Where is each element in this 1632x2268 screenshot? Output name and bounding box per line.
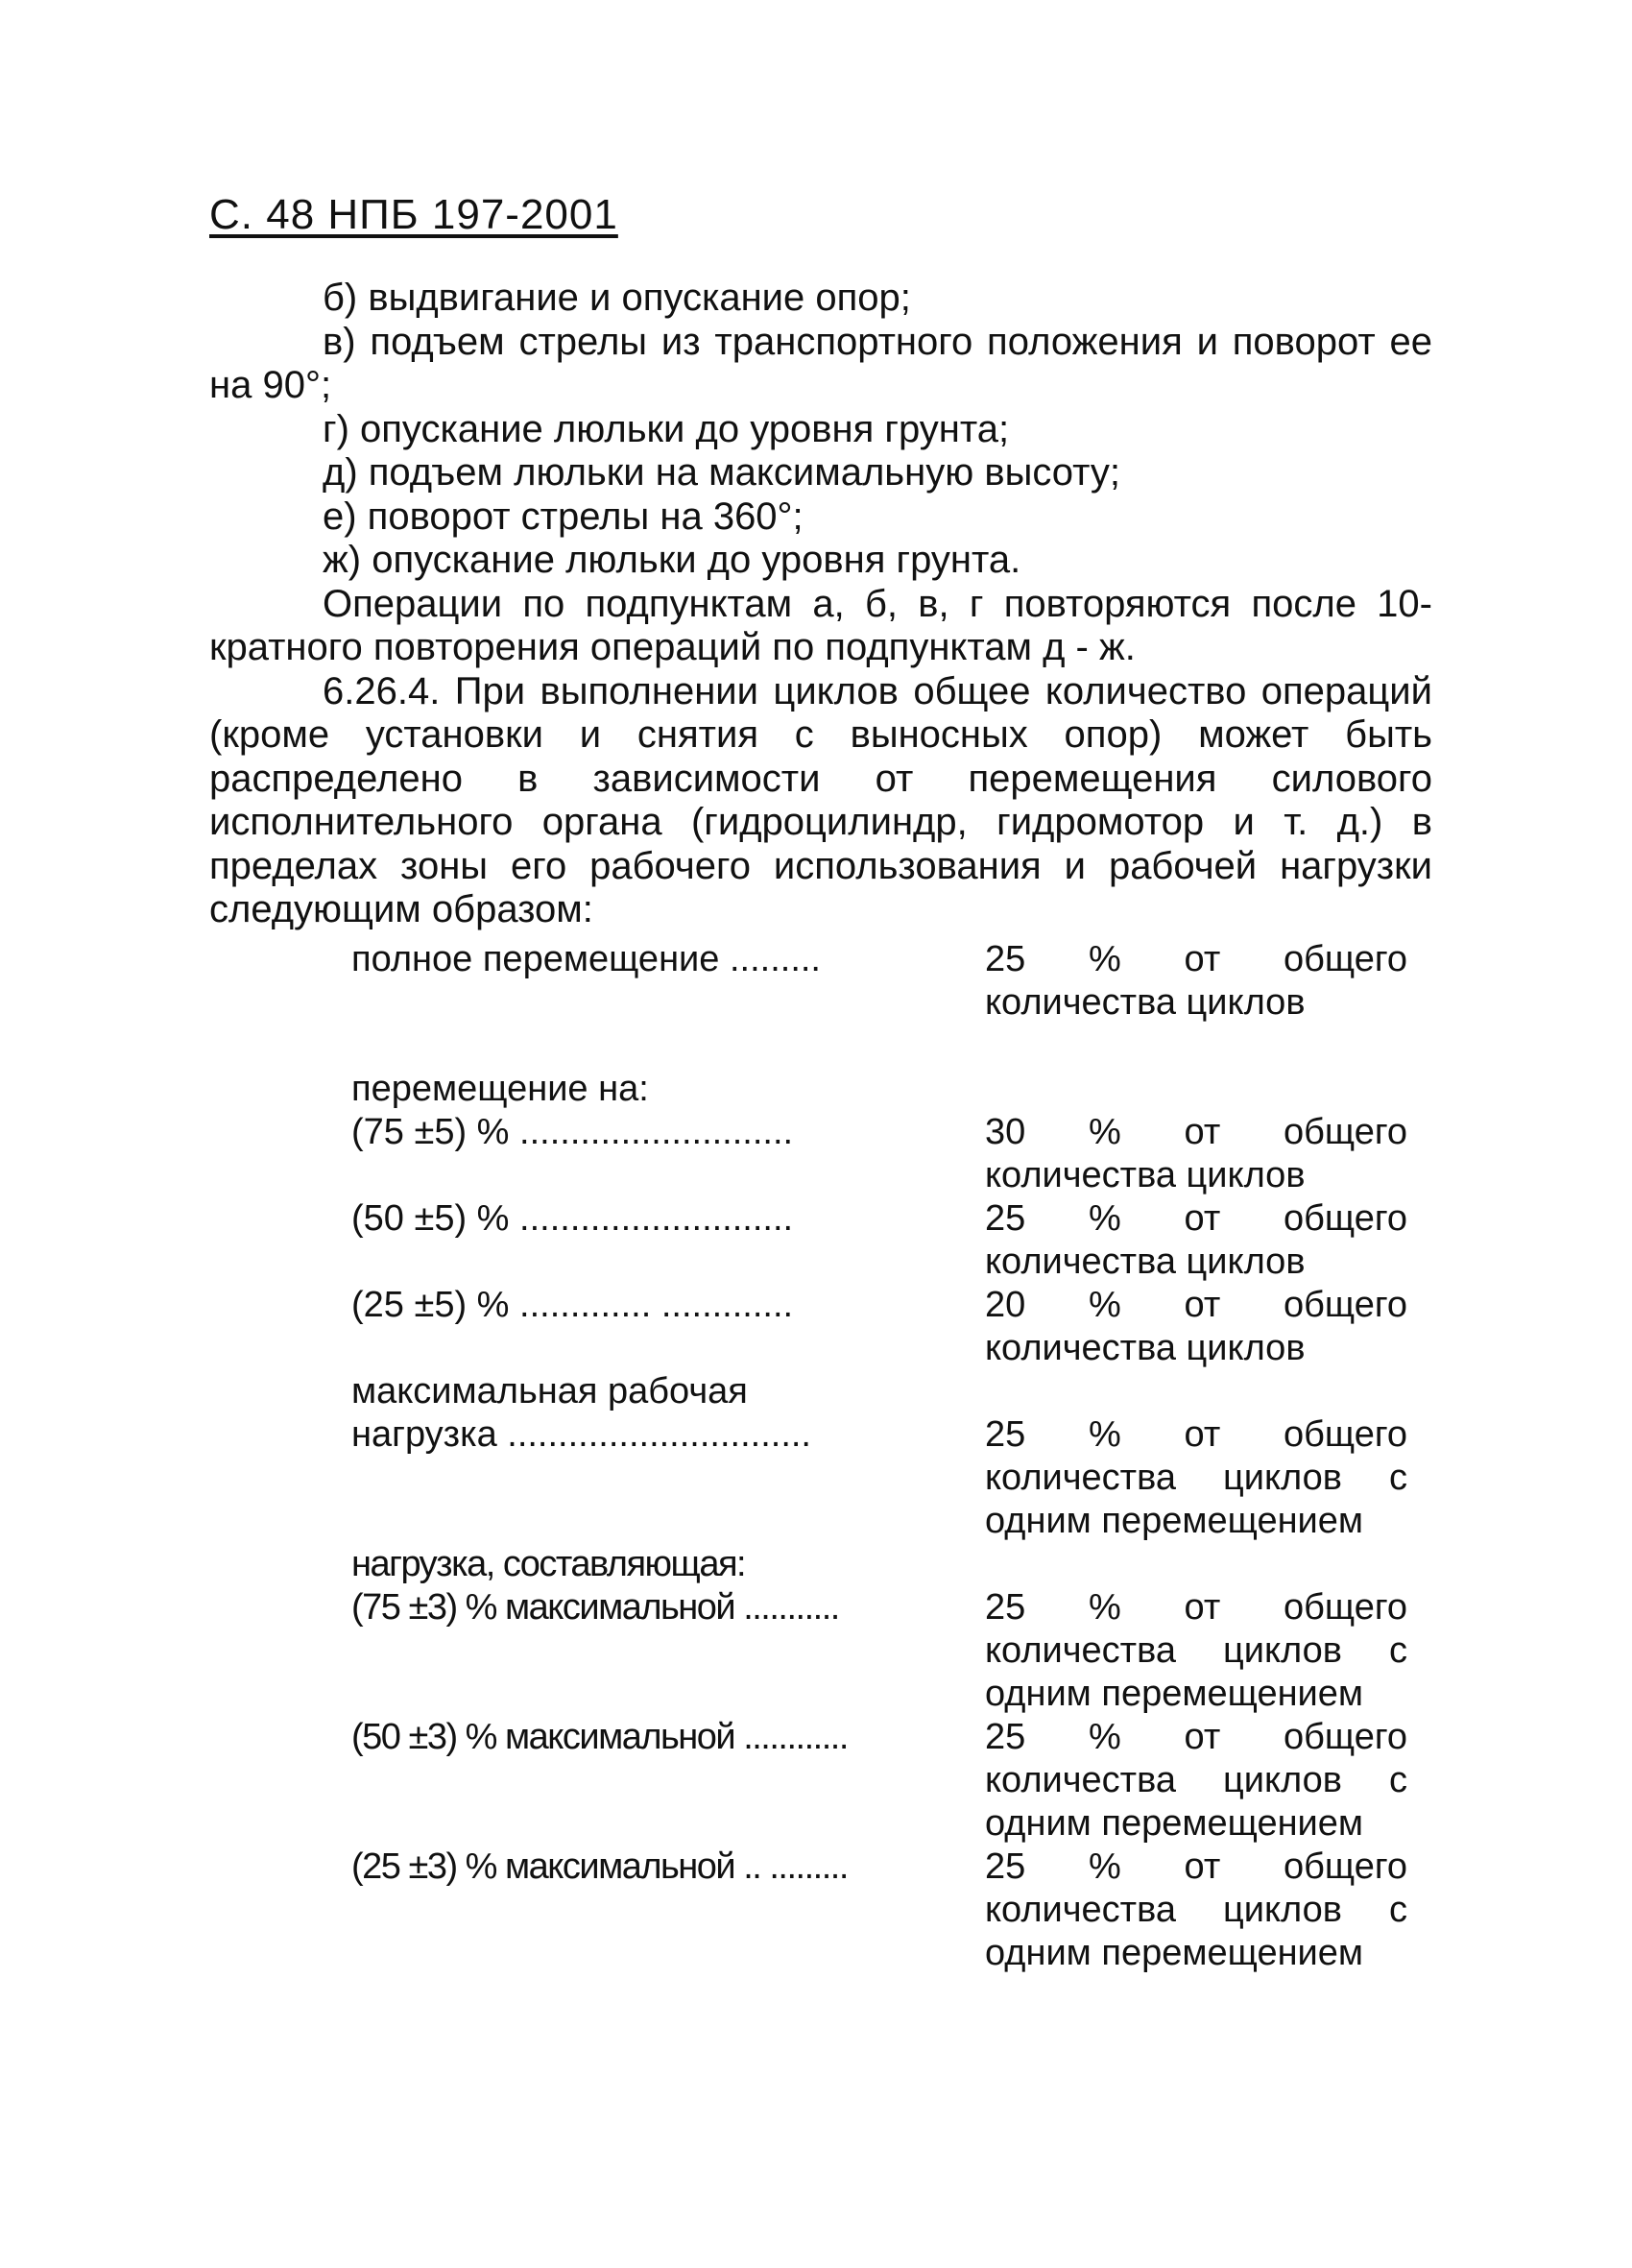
full-move-value: 25 % от общего количества циклов [985,939,1407,1023]
move-50-value: 25 % от общего количества циклов [985,1198,1407,1282]
table-row [351,1197,1436,1284]
move-25-label: (25 ±5) % ............. ............. [351,1285,794,1325]
table-row [351,938,1436,1025]
body-text [209,277,1432,932]
max-load-line1: максимальная рабочая [351,1371,748,1411]
table-row [351,1543,1436,1586]
table-row [351,1716,1436,1846]
page-header: С. 48 НПБ 197-2001 [209,191,618,238]
move-50-label: (50 ±5) % ........................... [351,1198,794,1239]
list-item-g: г) опускание люльки до уровня грунта; [323,407,1010,450]
table-row [351,1413,1436,1543]
full-move-label: полное перемещение ......... [351,939,821,979]
move-75-value: 30 % от общего количества циклов [985,1112,1407,1195]
table-row [351,1370,1436,1413]
load-50-value: 25 % от общего количества циклов с одним перемещением [985,1717,1407,1844]
list-item-zh: ж) опускание люльки до уровня грунта. [323,539,1021,581]
list-item-d: д) подъем люльки на максимальную высоту; [323,451,1121,494]
load-75-label: (75 ±3) % максимальной ........... [351,1587,839,1628]
max-load-label: нагрузка .............................. [351,1414,811,1455]
paragraph-repeat: Операции по подпунктам а, б, в, г повторяются после 10-кратного повторения операций по подпунктам д - ж. [209,582,1432,668]
load-25-label: (25 ±3) % максимальной .. ......... [351,1846,848,1887]
move-75-label: (75 ±5) % ........................... [351,1112,794,1152]
table-row [351,1068,1436,1111]
load-75-value: 25 % от общего количества циклов с одним перемещением [985,1587,1407,1714]
list-item-v: в) подъем стрелы из транспортного положения и поворот ее на 90°; [209,320,1432,406]
table-row [351,1284,1436,1370]
load-heading: нагрузка, составляющая: [351,1544,746,1584]
move-25-value: 20 % от общего количества циклов [985,1285,1407,1368]
max-load-value: 25 % от общего количества циклов с одним перемещением [985,1414,1407,1541]
load-25-value: 25 % от общего количества циклов с одним перемещением [985,1846,1407,1973]
table-row [351,1586,1436,1716]
load-50-label: (50 ±3) % максимальной ............ [351,1717,848,1757]
paragraph-6-26-4: 6.26.4. При выполнении циклов общее количество операций (кроме установки и снятия с выносных опор) может быть распределено в зависимости от перемещения силового исполнительного органа (гидроцилиндр, гидромотор и т. д.) в пределах зоны его рабочего использования и рабочей нагрузки следующим образом: [209,669,1432,930]
table-row [351,1846,1436,1975]
list-item-e: е) поворот стрелы на 360°; [323,495,804,538]
table-row [351,1111,1436,1197]
list-item-b: б) выдвигание и опускание опор; [323,277,911,319]
distribution-table [351,938,1436,1975]
move-heading: перемещение на: [351,1069,649,1109]
table-row [351,1025,1436,1068]
